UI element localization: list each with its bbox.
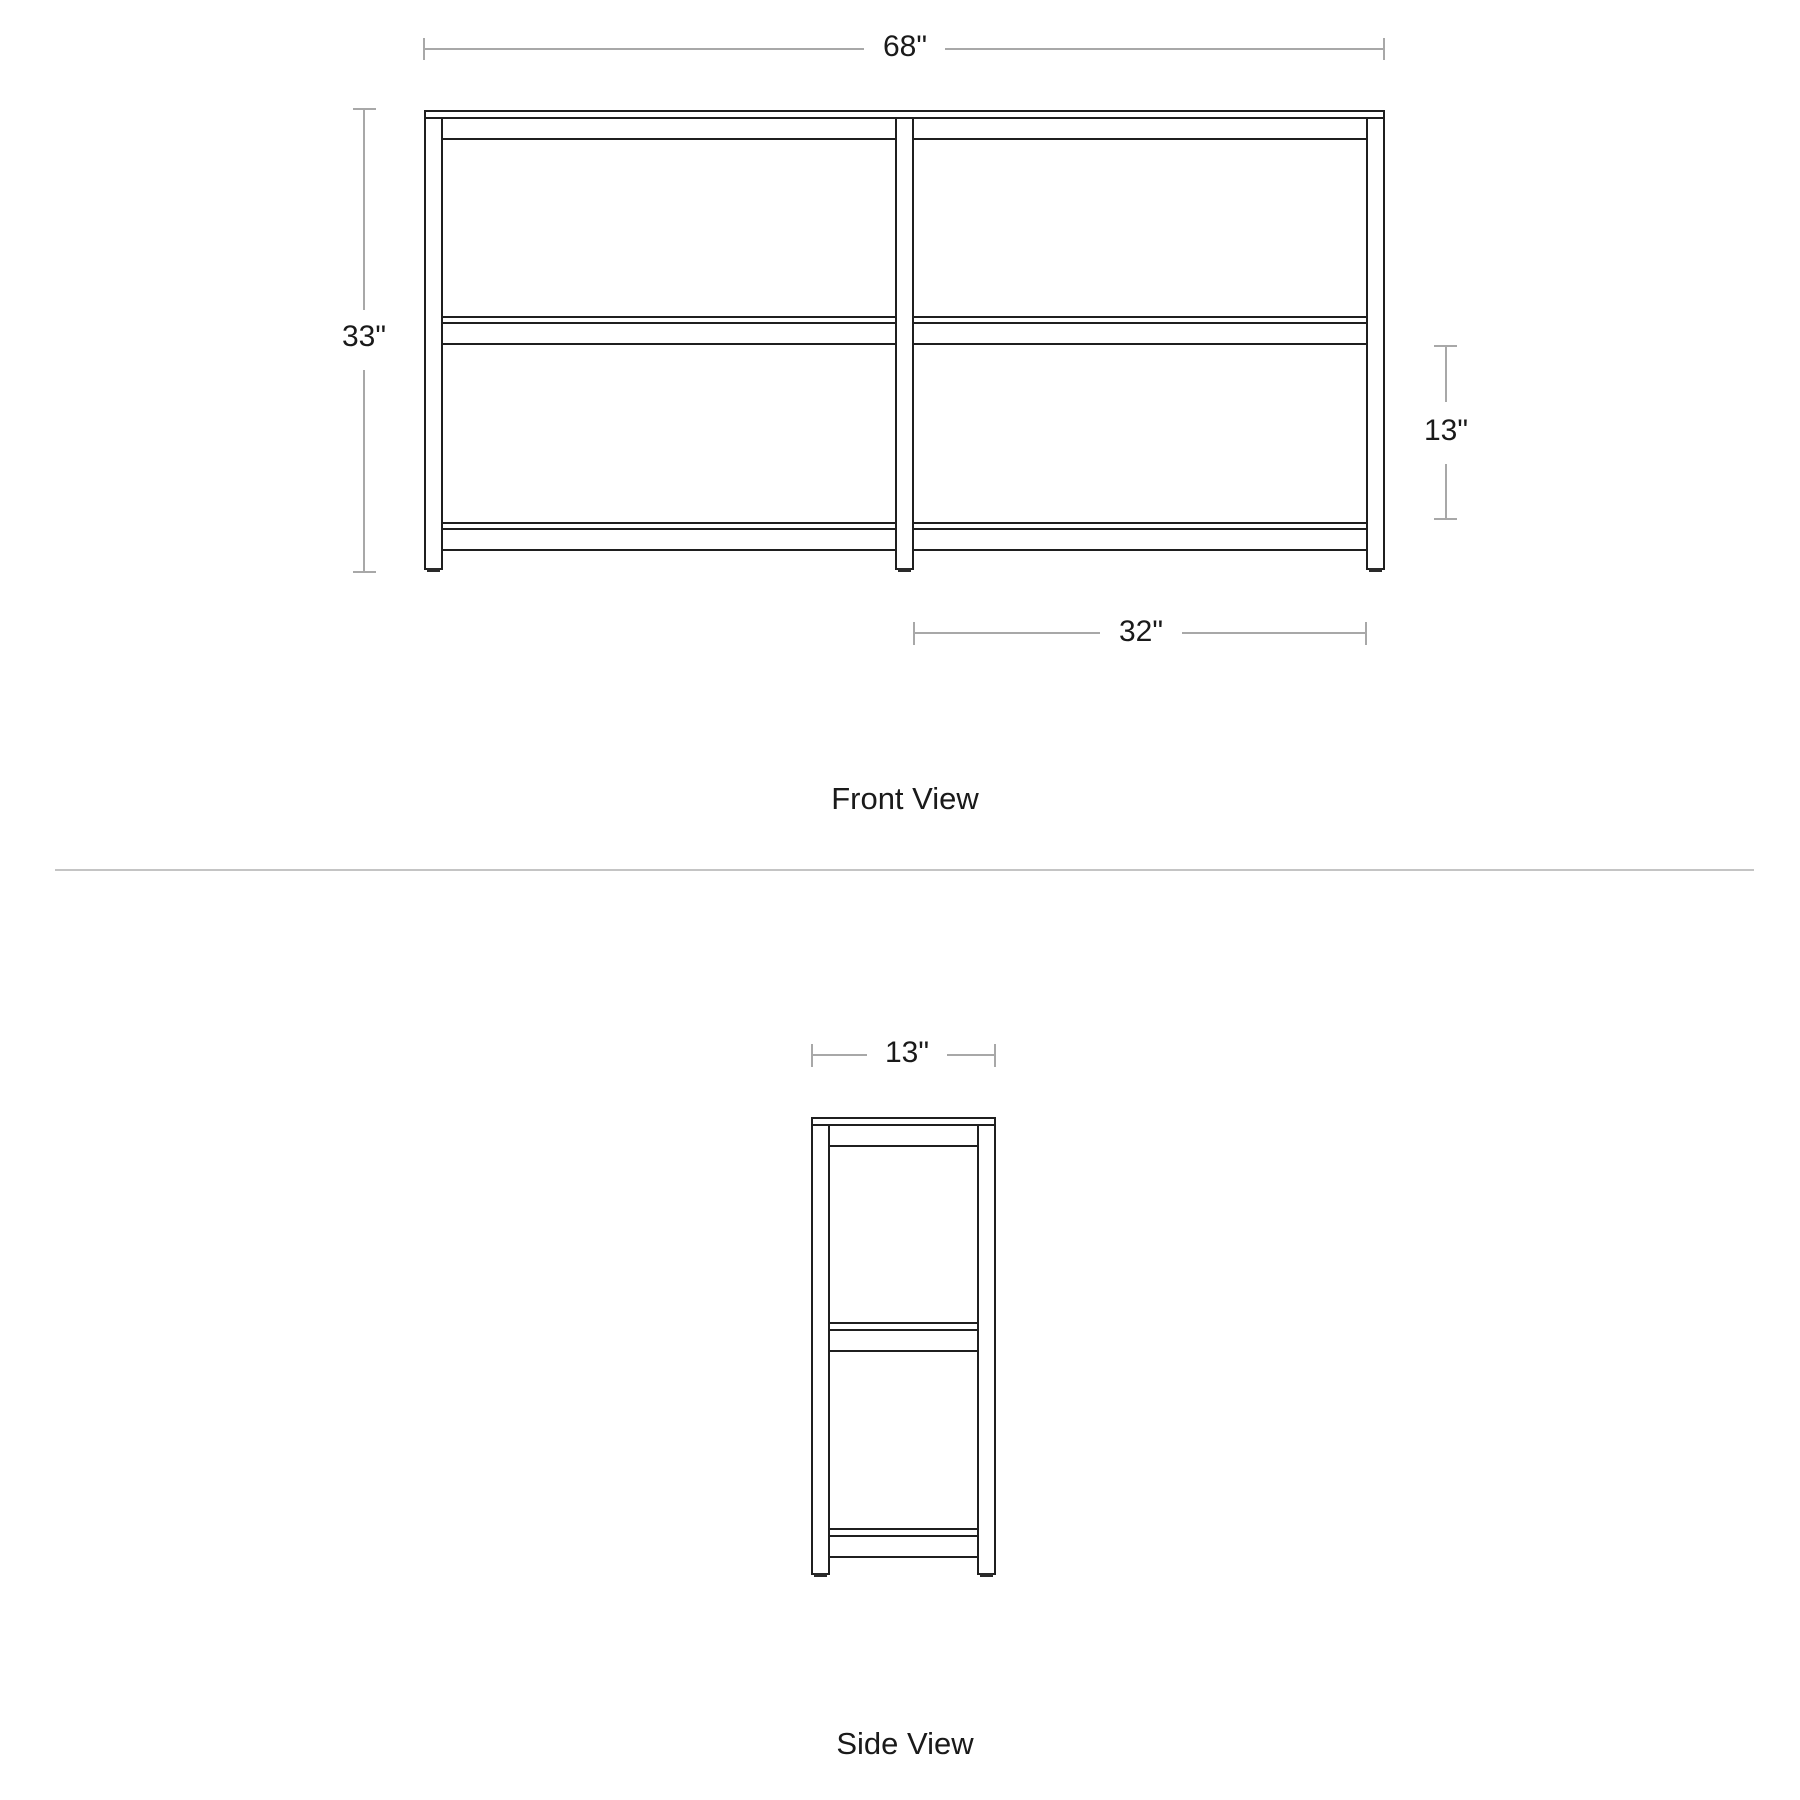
foot [980,1573,993,1577]
top-panel [812,1118,995,1125]
foot [1369,568,1382,572]
foot [814,1573,827,1577]
top-panel [425,111,1384,118]
bay-width-label: 32" [1118,614,1164,648]
foot [427,568,440,572]
side-view [812,1036,995,1761]
dimension-shelf-spacing [1424,346,1468,519]
depth-label: 13" [884,1035,930,1069]
back-post [978,1125,995,1574]
shelving-unit-side [812,1118,995,1577]
overall-width-label: 68" [882,29,928,63]
front-post [812,1125,829,1574]
dimension-overall-height [342,109,386,572]
dimension-bay-width [914,615,1366,648]
left-post [425,118,442,569]
shelf-spacing-label: 13" [1423,413,1469,447]
foot [898,568,911,572]
center-post [896,118,913,569]
front-view-label: Front View [831,781,979,817]
dimension-overall-width [424,30,1384,63]
front-view [342,30,1468,816]
dimension-depth [812,1036,995,1069]
right-post [1367,118,1384,569]
shelving-unit-front [425,111,1384,572]
side-view-label: Side View [836,1726,974,1762]
overall-height-label: 33" [341,319,387,353]
